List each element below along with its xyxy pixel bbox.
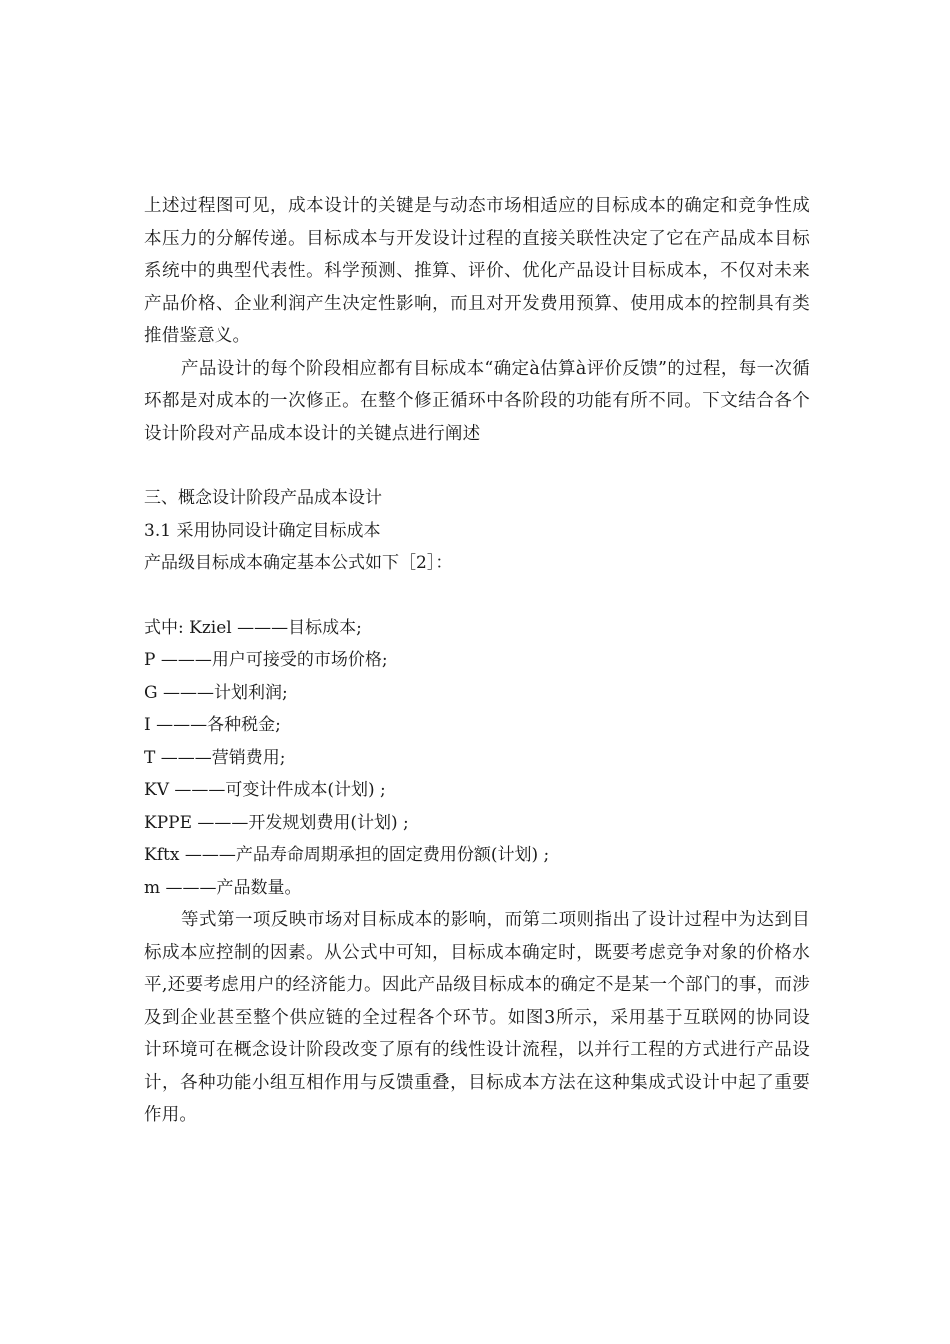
paragraph-formula-analysis: 等式第一项反映市场对目标成本的影响，而第二项则指出了设计过程中为达到目标成本应控制的因素。从公式中可知，目标成本确定时，既要考虑竞争对象的价格水平,还要考虑用户的经济能力。因此产品级目标成本的确定不是某一个部门的事，而涉及到企业甚至整个供应链的全过程各个环节。如图3所示，采用基于互联网的协同设计环境可在概念设计阶段改变了原有的线性设计流程，以并行工程的方式进行产品设计，各种功能小组互相作用与反馈重叠，目标成本方法在这种集成式设计中起了重要作用。 bbox=[144, 910, 810, 1125]
definition-item: G ———计划利润; bbox=[144, 682, 288, 703]
paragraph-cost-design-key: 上述过程图可见，成本设计的关键是与动态市场相适应的目标成本的确定和竞争性成本压力的分解传递。目标成本与开发设计过程的直接关联性决定了它在产品成本目标系统中的典型代表性。科学预测、推算、评价、优化产品设计目标成本，不仅对未来产品价格、企业利润产生决定性影响，而且对开发费用预算、使用成本的控制具有类推借鉴意义。 bbox=[144, 196, 810, 346]
document-page bbox=[144, 190, 810, 1132]
definition-item: Kftx ———产品寿命周期承担的固定费用份额(计划) ; bbox=[144, 845, 550, 865]
formula-intro: 产品级目标成本确定基本公式如下［2］： bbox=[144, 553, 453, 573]
definition-item: KV ———可变计件成本(计划) ; bbox=[144, 780, 386, 800]
paragraph-design-stages: 产品设计的每个阶段相应都有目标成本“确定à估算à评价反馈”的过程，每一次循环都是对成本的一次修正。在整个修正循环中各阶段的功能有所不同。下文结合各个设计阶段对产品成本设计的关键点进行阐述 bbox=[144, 358, 810, 444]
definition-item: P ———用户可接受的市场价格; bbox=[144, 650, 388, 670]
formula-placeholder bbox=[144, 580, 810, 612]
subsection-heading: 3.1 采用协同设计确定目标成本 bbox=[144, 520, 381, 541]
definition-item: T ———营销费用; bbox=[144, 747, 286, 768]
definition-item: 式中: Kziel ———目标成本; bbox=[144, 617, 362, 638]
definition-list bbox=[144, 612, 810, 905]
spacer bbox=[144, 450, 810, 482]
section-heading: 三、概念设计阶段产品成本设计 bbox=[144, 488, 382, 508]
definition-item: I ———各种税金; bbox=[144, 715, 281, 735]
definition-item: m ———产品数量。 bbox=[144, 877, 302, 898]
definition-item: KPPE ———开发规划费用(计划) ; bbox=[144, 812, 409, 833]
